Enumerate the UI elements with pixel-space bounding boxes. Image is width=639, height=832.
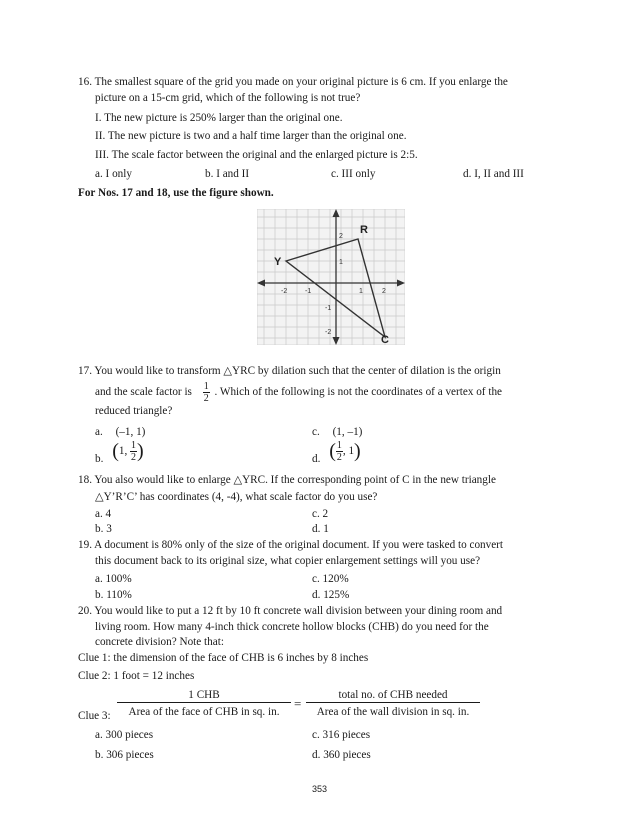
q20-option-c: c. 316 pieces bbox=[312, 729, 371, 741]
q17-option-d: d. ( $\frac{1}{2}$ , 1) bbox=[312, 440, 361, 466]
figure-background bbox=[257, 209, 405, 345]
q17-line2-end: . Which of the following is not the coordinates of a vertex of the bbox=[214, 386, 502, 399]
x-tick-1: 1 bbox=[359, 288, 363, 295]
q18-option-d: d. 1 bbox=[312, 523, 329, 535]
vertex-label-r: R bbox=[360, 224, 368, 236]
q17-line2-start: and the scale factor is bbox=[95, 386, 192, 399]
q20-clue-1: Clue 1: the dimension of the face of CHB is 6 inches by 8 inches bbox=[78, 652, 369, 664]
eq-left-denominator: Area of the face of CHB in sq. in. bbox=[128, 706, 280, 718]
q17-line2 bbox=[95, 381, 502, 404]
x-tick-2: 2 bbox=[382, 288, 386, 295]
y-tick-neg2: -2 bbox=[325, 329, 332, 336]
q20-line3: concrete division? Note that: bbox=[95, 636, 224, 648]
q19-option-c: c. 120% bbox=[312, 573, 349, 585]
q18-option-c: c. 2 bbox=[312, 508, 329, 520]
eq-sign: = bbox=[294, 696, 302, 711]
q16-option-d: d. I, II and III bbox=[463, 168, 524, 180]
q20-option-a: a. 300 pieces bbox=[95, 729, 154, 741]
q20-clue-3-label: Clue 3: bbox=[78, 710, 111, 722]
q19-option-a: a. 100% bbox=[95, 573, 132, 585]
triangle-figure bbox=[257, 209, 405, 345]
q16-statement-3: III. The scale factor between the original and the enlarged picture is 2:5. bbox=[95, 149, 418, 161]
q20-clue-2: Clue 2: 1 foot = 12 inches bbox=[78, 670, 195, 682]
q17-line1: 17. You would like to transform △YRC by dilation such that the center of dilation is the origin bbox=[78, 365, 501, 377]
y-tick-1: 1 bbox=[339, 259, 343, 266]
q16-option-b: b. I and II bbox=[205, 168, 250, 180]
q19-line2: this document back to its original size, what copier enlargement settings will you use? bbox=[95, 555, 481, 567]
q17-option-c: c. (1, –1) bbox=[312, 426, 363, 438]
eq-right-denominator: Area of the wall division in sq. in. bbox=[316, 706, 470, 718]
figure-instruction: For Nos. 17 and 18, use the figure shown. bbox=[78, 187, 274, 199]
q19-option-b: b. 110% bbox=[95, 589, 132, 601]
q17-option-b: b. (1, $\frac{1}{2}$ ) bbox=[95, 440, 144, 466]
q20-option-b: b. 306 pieces bbox=[95, 749, 154, 761]
q17-option-b-fraction: $\frac{1}{2}$ bbox=[131, 440, 137, 463]
q17-line3: reduced triangle? bbox=[95, 405, 173, 417]
q18-option-b: b. 3 bbox=[95, 523, 112, 535]
q17-option-a: a. (–1, 1) bbox=[95, 426, 146, 438]
q19-line1: 19. A document is 80% only of the size of the original document. If you were tasked to convert bbox=[78, 539, 504, 551]
y-tick-2: 2 bbox=[339, 233, 343, 240]
q16-line1: 16. The smallest square of the grid you made on your original picture is 6 cm. If you enlarge the bbox=[78, 76, 508, 88]
q18-line2: △Y’R’C’ has coordinates (4, -4), what scale factor do you use? bbox=[95, 491, 378, 503]
eq-left-numerator: 1 CHB bbox=[117, 689, 291, 703]
vertex-label-y: Y bbox=[274, 256, 282, 268]
q16-line2: picture on a 15-cm grid, which of the following is not true? bbox=[95, 92, 361, 104]
q17-scale-fraction: $\frac{1}{2}$ bbox=[203, 381, 209, 404]
y-tick-neg1: -1 bbox=[325, 305, 332, 312]
vertex-label-c: C bbox=[381, 334, 389, 345]
q18-line1: 18. You also would like to enlarge △YRC. If the corresponding point of C in the new triangle bbox=[78, 474, 496, 486]
q16-option-c: c. III only bbox=[331, 168, 376, 180]
q20-line1: 20. You would like to put a 12 ft by 10 ft concrete wall division between your dining room and bbox=[78, 605, 503, 617]
q16-option-a: a. I only bbox=[95, 168, 132, 180]
q20-option-d: d. 360 pieces bbox=[312, 749, 371, 761]
q16-statement-1: I. The new picture is 250% larger than the original one. bbox=[95, 112, 343, 124]
eq-right-numerator: total no. of CHB needed bbox=[306, 689, 480, 703]
q20-line2: living room. How many 4-inch thick concrete hollow blocks (CHB) do you need for the bbox=[95, 621, 489, 633]
q18-option-a: a. 4 bbox=[95, 508, 112, 520]
x-tick-neg2: -2 bbox=[281, 288, 288, 295]
page-number: 353 bbox=[311, 784, 328, 794]
q17-option-d-fraction: $\frac{1}{2}$ bbox=[336, 440, 342, 463]
q16-statement-2: II. The new picture is two and a half time larger than the original one. bbox=[95, 130, 407, 142]
q19-option-d: d. 125% bbox=[312, 589, 350, 601]
x-tick-neg1: -1 bbox=[305, 288, 312, 295]
